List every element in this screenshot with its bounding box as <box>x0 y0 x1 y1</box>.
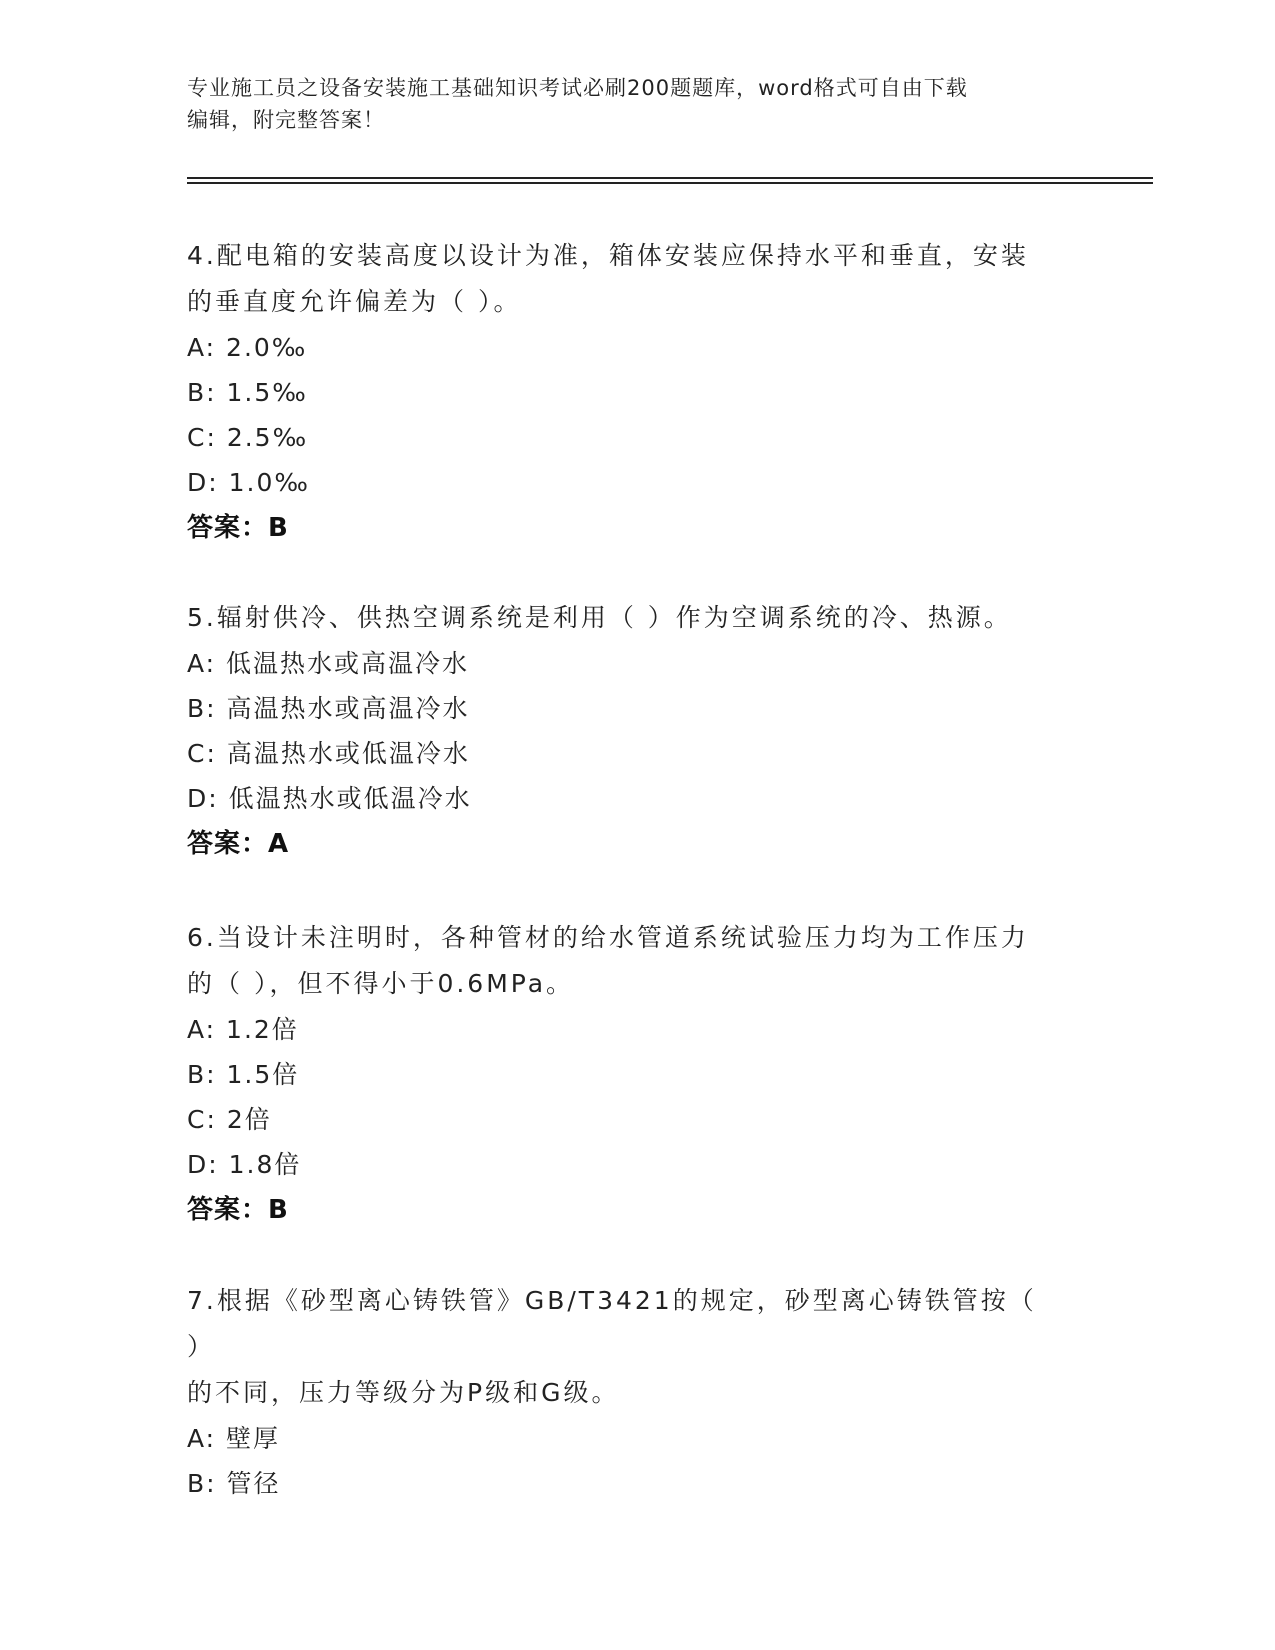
header-title-line1: 专业施工员之设备安装施工基础知识考试必刷200题题库，word格式可自由下载 <box>187 76 968 100</box>
option-a: A: 1.2倍 <box>187 1015 299 1044</box>
question-stem-line1: 7.根据《砂型离心铸铁管》GB/T3421的规定，砂型离心铸铁管按（ ） <box>187 1286 1037 1361</box>
question-4 <box>187 233 1067 551</box>
question-6 <box>187 915 1067 1233</box>
option-a: A: 2.0‰ <box>187 333 308 362</box>
question-stem-line2: 的不同，压力等级分为P级和G级。 <box>187 1378 620 1407</box>
option-b: B: 管径 <box>187 1469 281 1498</box>
question-stem <box>187 595 1067 641</box>
option-d: D: 1.8倍 <box>187 1150 302 1179</box>
question-5 <box>187 595 1067 867</box>
answer-label: 答案：B <box>187 1195 289 1225</box>
header-divider-top <box>187 177 1153 179</box>
question-stem-line1: 5.辐射供冷、供热空调系统是利用（ ）作为空调系统的冷、热源。 <box>187 603 1012 632</box>
question-stem-line2: 的（ ），但不得小于0.6MPa。 <box>187 969 575 998</box>
option-a: A: 壁厚 <box>187 1424 281 1453</box>
option-a: A: 低温热水或高温冷水 <box>187 649 470 678</box>
header-divider-bottom <box>187 182 1153 184</box>
option-b: B: 高温热水或高温冷水 <box>187 694 470 723</box>
question-stem-line1: 6.当设计未注明时，各种管材的给水管道系统试验压力均为工作压力 <box>187 923 1029 952</box>
option-b: B: 1.5‰ <box>187 378 308 407</box>
header-title-line2: 编辑，附完整答案！ <box>187 108 385 132</box>
question-stem <box>187 233 1067 325</box>
option-d: D: 低温热水或低温冷水 <box>187 784 472 813</box>
document-header <box>187 72 1087 136</box>
option-d: D: 1.0‰ <box>187 468 310 497</box>
option-b: B: 1.5倍 <box>187 1060 300 1089</box>
option-c: C: 高温热水或低温冷水 <box>187 739 470 768</box>
answer-label: 答案：A <box>187 829 290 859</box>
question-stem <box>187 915 1067 1007</box>
question-stem-line2: 的垂直度允许偏差为（ ）。 <box>187 287 522 316</box>
question-stem <box>187 1278 1067 1416</box>
option-c: C: 2.5‰ <box>187 423 309 452</box>
option-c: C: 2倍 <box>187 1105 272 1134</box>
answer-label: 答案：B <box>187 513 289 543</box>
question-7 <box>187 1278 1067 1506</box>
question-stem-line1: 4.配电箱的安装高度以设计为准，箱体安装应保持水平和垂直，安装 <box>187 241 1029 270</box>
